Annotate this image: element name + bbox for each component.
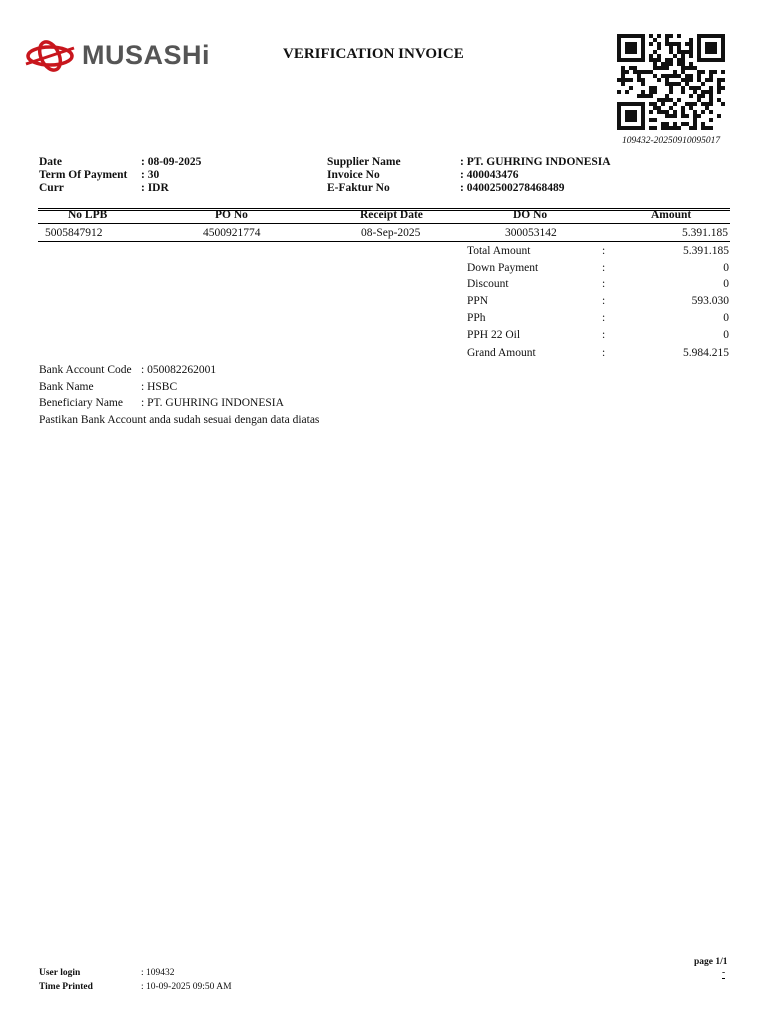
qr-caption: 109432-20250910095017 [622,136,721,146]
col-header-receipt-date: Receipt Date [360,209,423,221]
header-value-curr: : IDR [141,182,169,194]
summary-colon: : [602,329,606,341]
table-header [38,209,730,223]
bank-value-name: : HSBC [141,381,178,393]
summary-value-total-amount: 5.391.185 [683,245,729,257]
table-row [38,227,730,241]
header-value-supplier: : PT. GUHRING INDONESIA [460,156,611,168]
header-value-efaktur: : 04002500278468489 [460,182,565,194]
header-value-date: : 08-09-2025 [141,156,202,168]
cell-po-no: 4500921774 [203,227,261,239]
summary-colon: : [602,295,606,307]
summary-label-down-payment: Down Payment [467,262,539,274]
cell-no-lpb: 5005847912 [45,227,103,239]
col-header-no-lpb: No LPB [68,209,108,221]
user-login-label: User login [39,968,81,978]
header-value-invoice: : 400043476 [460,169,519,181]
cell-receipt-date: 08-Sep-2025 [361,227,421,239]
cell-amount: 5.391.185 [682,227,728,239]
user-login-value: : 109432 [141,968,175,978]
bank-note: Pastikan Bank Account anda sudah sesuai dengan data diatas [39,414,320,426]
summary-value-down-payment: 0 [723,262,729,274]
summary-label-total-amount: Total Amount [467,245,531,257]
header-label-invoice: Invoice No [327,169,380,181]
summary-colon: : [602,278,606,290]
summary-colon: : [602,245,606,257]
header-label-efaktur: E-Faktur No [327,182,390,194]
cell-do-no: 300053142 [505,227,557,239]
bank-label-name: Bank Name [39,381,94,393]
summary-label-discount: Discount [467,278,509,290]
brand-name: MUSASHi [82,40,211,70]
summary-label-ppn: PPN [467,295,489,307]
header-label-curr: Curr [39,182,64,194]
time-printed-label: Time Printed [39,982,93,992]
col-header-po-no: PO No [215,209,248,221]
summary-colon: : [602,262,606,274]
summary-value-discount: 0 [723,278,729,290]
header-label-date: Date [39,156,62,168]
table-bottom-rule [38,241,730,242]
summary-value-ppn: 593.030 [691,295,729,307]
header-label-supplier: Supplier Name [327,156,401,168]
bank-label-beneficiary: Beneficiary Name [39,397,123,409]
bank-value-beneficiary: : PT. GUHRING INDONESIA [141,397,284,409]
summary-value-pph: 0 [723,312,729,324]
time-printed-value: : 10-09-2025 09:50 AM [141,982,232,992]
header-label-term: Term Of Payment [39,169,128,181]
page-mark: - [722,968,726,978]
summary-label-pph-22-oil: PPH 22 Oil [467,329,521,341]
col-header-do-no: DO No [513,209,548,221]
page-number: page 1/1 [694,957,728,967]
qr-code-icon [617,34,725,130]
bank-value-code: : 050082262001 [141,364,217,376]
bank-label-code: Bank Account Code [39,364,132,376]
summary-value-pph-22-oil: 0 [723,329,729,341]
summary-label-grand-amount: Grand Amount [467,347,536,359]
summary-colon: : [602,347,606,359]
document-title: VERIFICATION INVOICE [283,46,464,62]
summary-value-grand-amount: 5.984.215 [683,347,729,359]
musashi-logo-icon [24,38,80,74]
table-header-rule [38,223,730,224]
col-header-amount: Amount [651,209,692,221]
company-logo [24,38,224,74]
summary-label-pph: PPh [467,312,486,324]
summary-colon: : [602,312,606,324]
header-value-term: : 30 [141,169,160,181]
